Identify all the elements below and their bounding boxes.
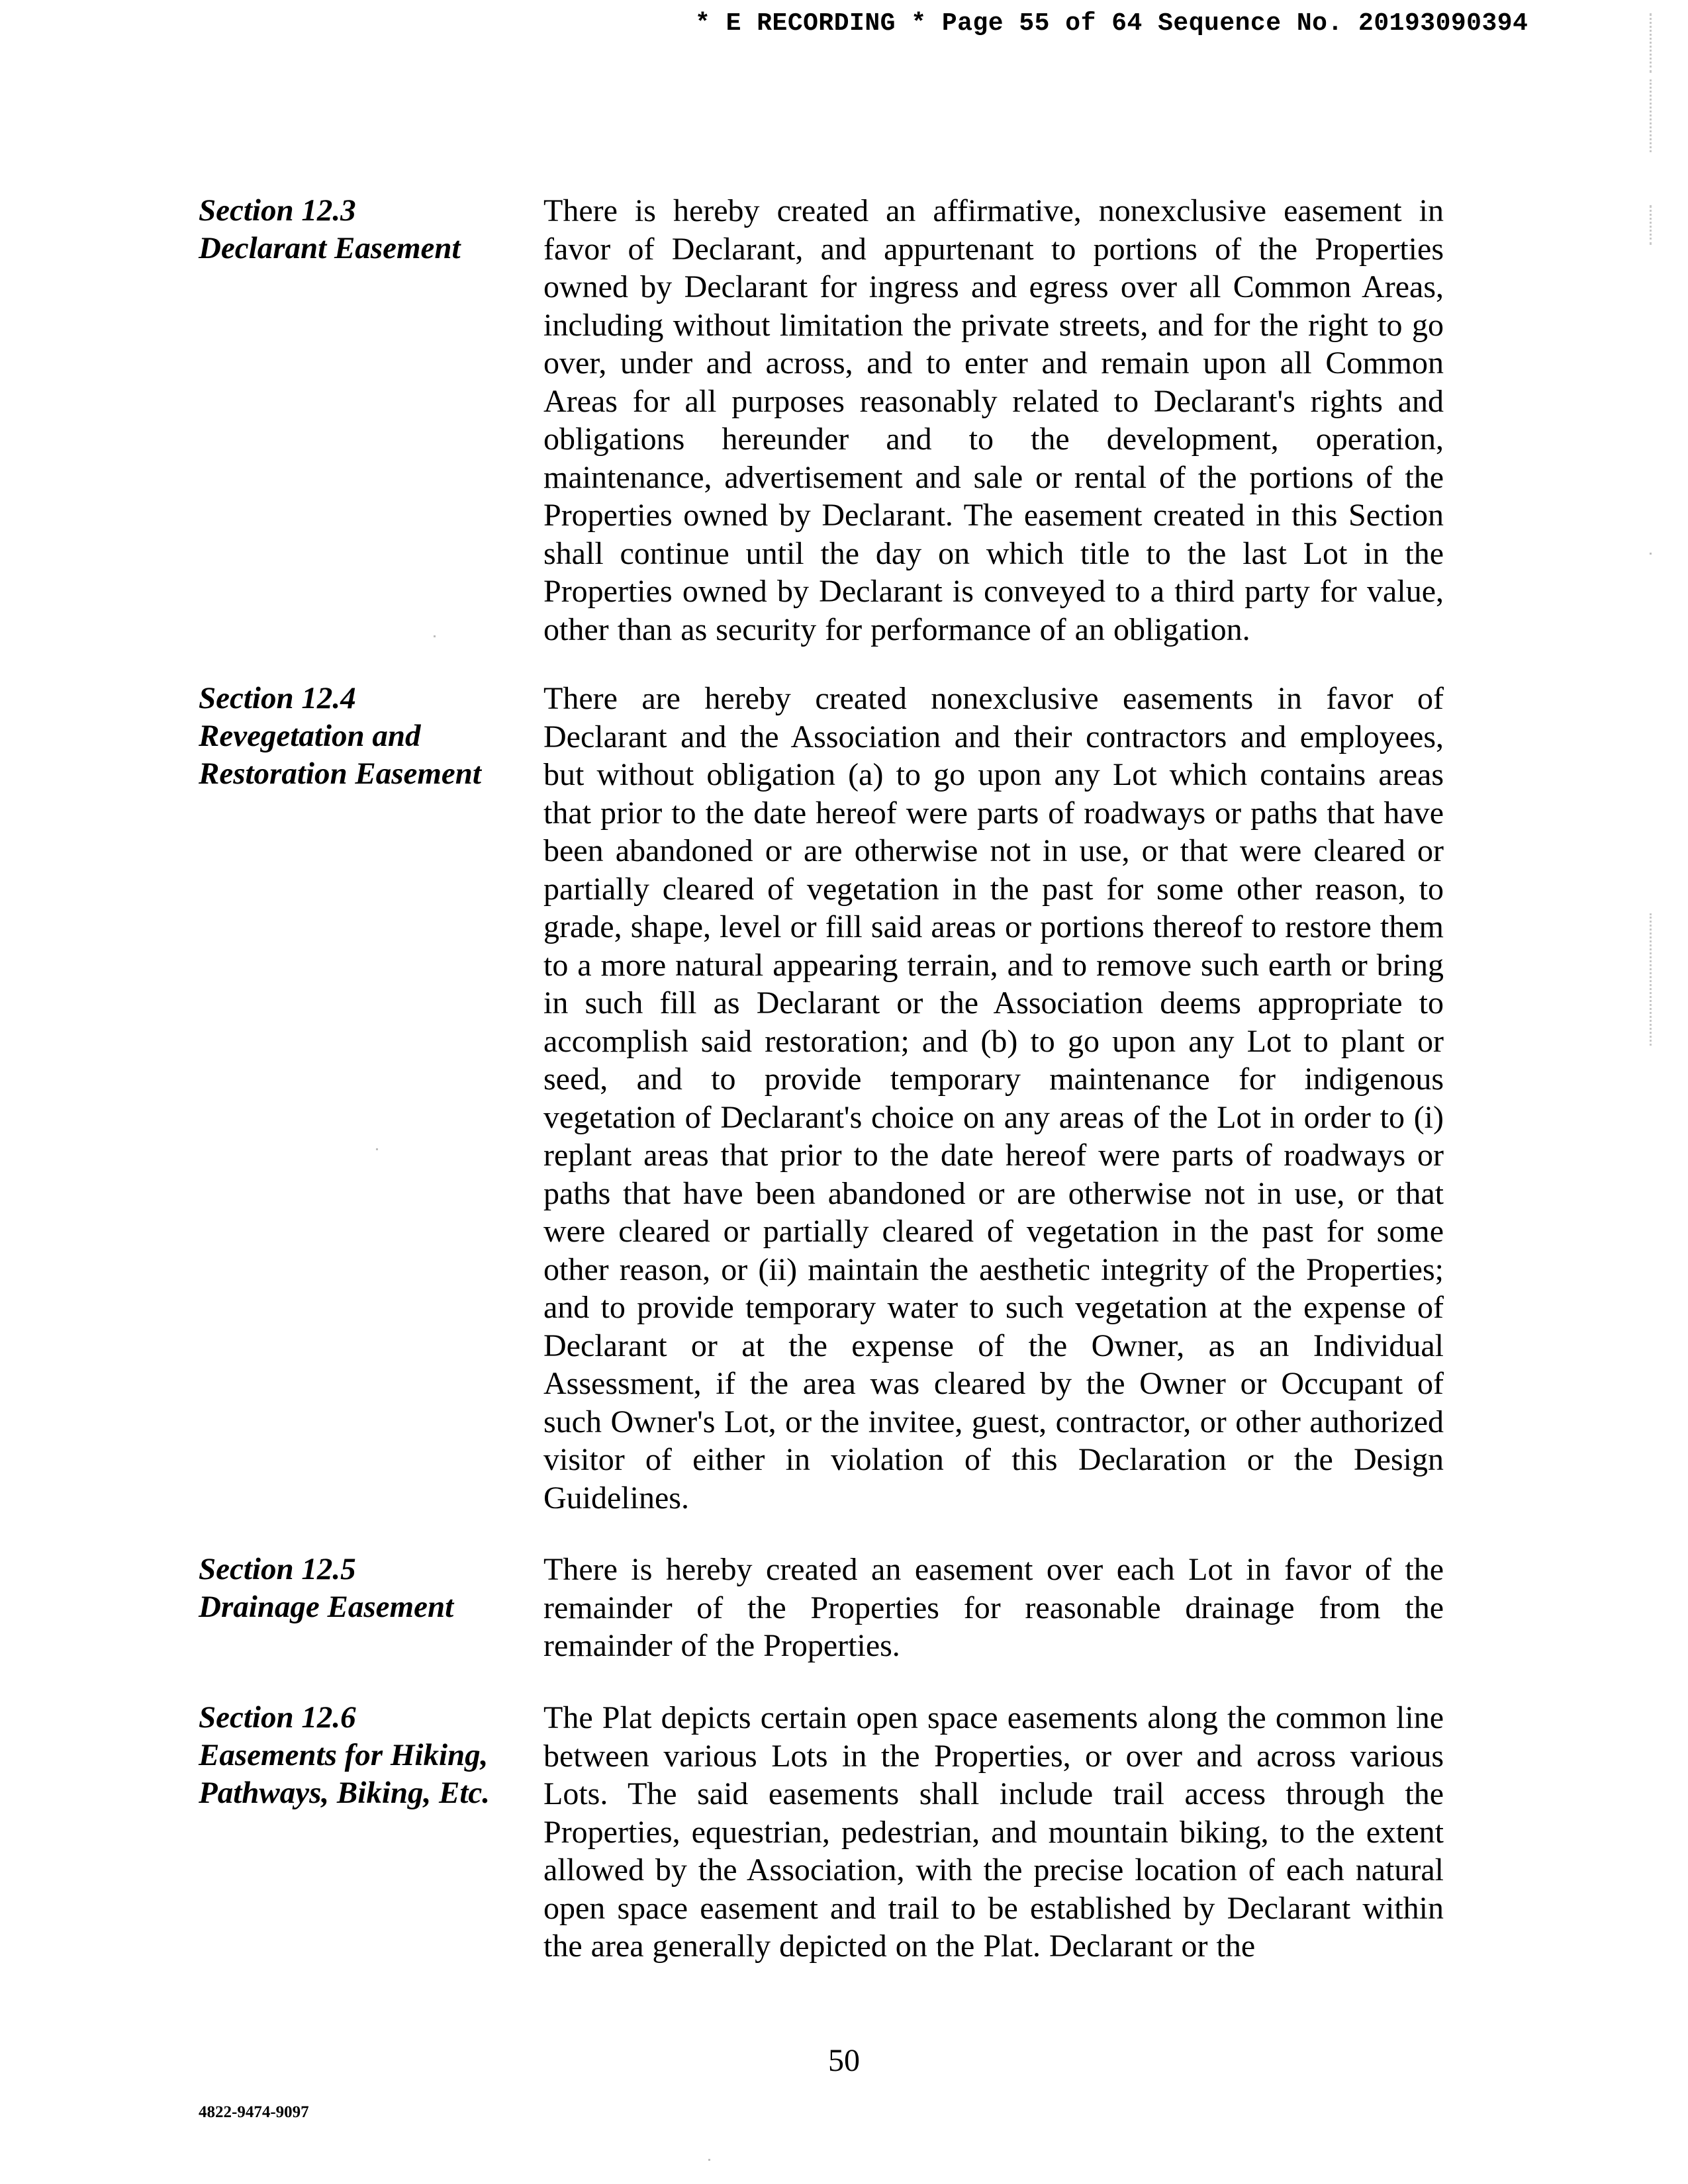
- page-number: 50: [828, 2043, 860, 2078]
- section-label: [199, 1699, 530, 1812]
- section-title-line: Revegetation and: [199, 719, 421, 753]
- scan-margin-mark: [1650, 913, 1654, 1046]
- section-body-text: The Plat depicts certain open space easements along the common line between various Lots in the Properties, or over and across various Lots. The said easements shall include trail access through the Properties, equestrian, pedestrian, and mountain biking, to the extent allowed by the Association, with the precise location of each natural open space easement and trail to be established by Declarant within the area generally depicted on the Plat. Declarant or the: [543, 1700, 1444, 1964]
- section-title-line: Pathways, Biking, Etc.: [199, 1776, 491, 1810]
- section-number: Section 12.3: [199, 193, 356, 228]
- section-title-line: Drainage Easement: [199, 1590, 454, 1624]
- section-number: Section 12.6: [199, 1700, 356, 1735]
- scan-margin-mark: [1650, 13, 1654, 73]
- section-title-line: Restoration Easement: [199, 756, 481, 791]
- scan-margin-mark: [1650, 79, 1654, 152]
- section-title-line: Easements for Hiking,: [199, 1738, 489, 1772]
- section-body-text: There is hereby created an easement over each Lot in favor of the remainder of the Properties for reasonable drainage from the remainder of the Properties.: [543, 1552, 1444, 1663]
- document-id: 4822-9474-9097: [199, 2103, 309, 2121]
- section-label: [199, 680, 530, 793]
- section-title-line: Declarant Easement: [199, 231, 461, 265]
- section-body-text: There are hereby created nonexclusive easements in favor of Declarant and the Association and their contractors and employees, but without obligation (a) to go upon any Lot which contains areas that prior to the date hereof were parts of roadways or paths that have been abandoned or are otherwise not in use, or that were cleared or partially cleared of vegetation in the past for some other reason, to grade, shape, level or fill said areas or portions thereof to restore them to a more natural appearing terrain, and to remove such earth or bring in such fill as Declarant or the Association deems appropriate to accomplish said restoration; and (b) to go upon any Lot to plant or seed, and to provide temporary maintenance for indigenous vegetation of Declarant's choice on any areas of the Lot in order to (i) replant areas that prior to the date hereof were parts of roadways or paths that have been abandoned or are otherwise not in use, or that were cleared or partially cleared of vegetation in the past for some other reason, or (ii) maintain the aesthetic integrity of the Properties; and to provide temporary water to such vegetation at the expense of Declarant or at the expense of the Owner, as an Individual Assessment, if the area was cleared by the Owner or Occupant of such Owner's Lot, or the invitee, guest, contractor, or other authorized visitor of either in violation of this Declaration or the Design Guidelines.: [543, 681, 1444, 1516]
- section-number: Section 12.4: [199, 681, 356, 715]
- recording-header: * E RECORDING * Page 55 of 64 Sequence No. 20193090394: [695, 9, 1528, 38]
- scan-speck: [376, 1148, 378, 1150]
- section-label: [199, 1551, 530, 1626]
- scan-speck: [434, 635, 436, 637]
- scan-speck: [1650, 553, 1652, 555]
- scan-margin-mark: [1650, 205, 1654, 245]
- section-label: [199, 192, 530, 267]
- section-number: Section 12.5: [199, 1552, 356, 1586]
- section-body-text: There is hereby created an affirmative, nonexclusive easement in favor of Declarant, and appurtenant to portions of the Properties owned by Declarant for ingress and egress over all Common Areas, including without limitation the private streets, and for the right to go over, under and across, and to enter and remain upon all Common Areas for all purposes reasonably related to Declarant's rights and obligations hereunder and to the development, operation, maintenance, advertisement and sale or rental of the portions of the Properties owned by Declarant. The easement created in this Section shall continue until the day on which title to the last Lot in the Properties owned by Declarant is conveyed to a third party for value, other than as security for performance of an obligation.: [543, 193, 1444, 647]
- scan-speck: [708, 2159, 710, 2161]
